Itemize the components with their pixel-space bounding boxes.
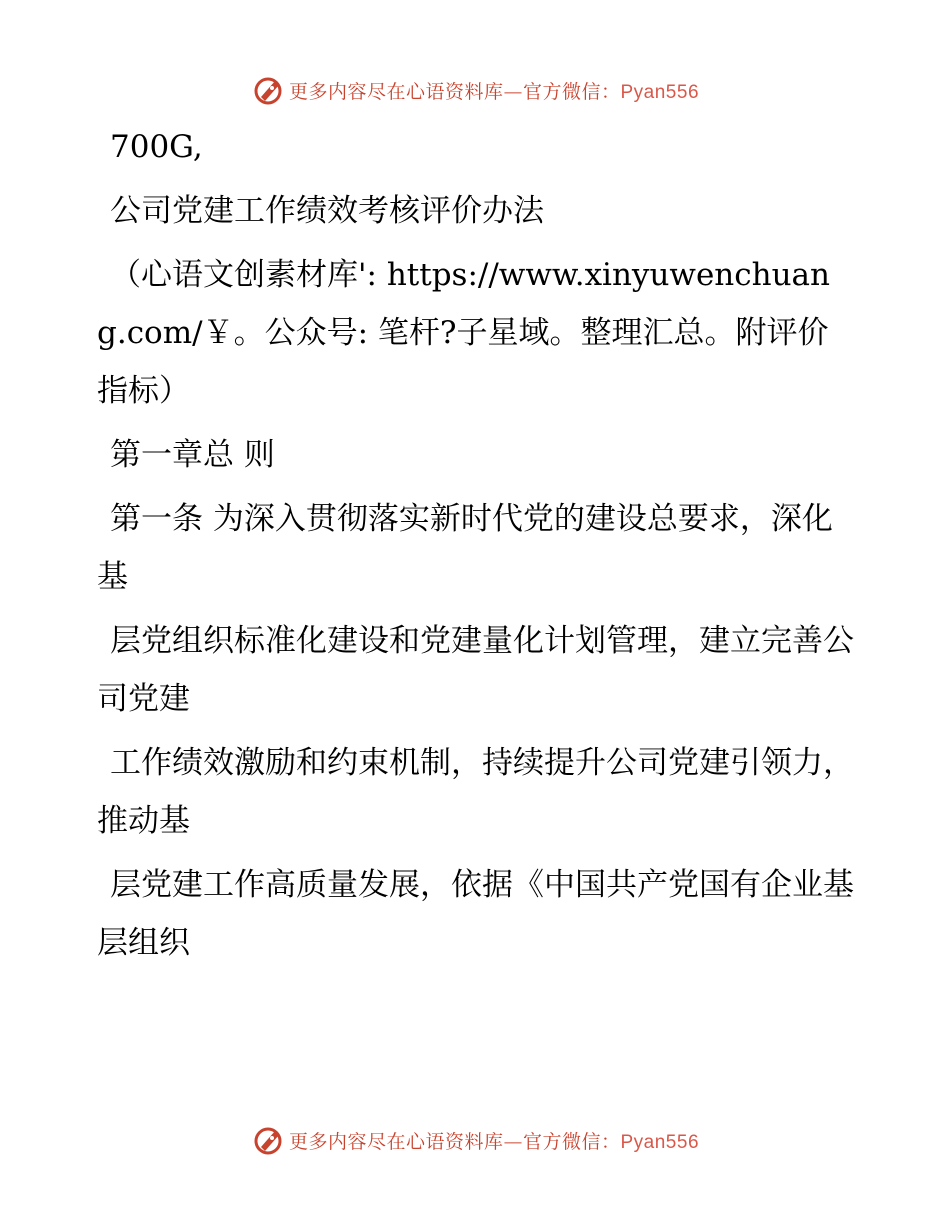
- watermark-official: 官方微信：: [522, 1130, 621, 1153]
- footer-watermark: [0, 1120, 950, 1160]
- watermark-main: 更多内容尽在心语资料库: [288, 1130, 504, 1153]
- chapter-heading: 第一章总 则: [110, 437, 275, 473]
- watermark-id: Pyan556: [620, 81, 700, 103]
- article-paragraph: 工作绩效激励和约束机制，持续提升公司党建引领力，推动基: [97, 745, 854, 839]
- watermark-id: Pyan556: [620, 1131, 700, 1153]
- source-note: （心语文创素材库': https://www.xinyuwenchuang.com/￥。公众号: 笔杆?子星域。整理汇总。附评价指标）: [97, 257, 830, 409]
- article-paragraph: 第一条 为深入贯彻落实新时代党的建设总要求，深化基: [97, 501, 833, 595]
- article-paragraph: 层党组织标准化建设和党建量化计划管理，建立完善公司党建: [97, 623, 854, 717]
- document-body: [97, 118, 857, 978]
- fountain-pen-logo-icon: [251, 1123, 285, 1157]
- watermark-text: [289, 1127, 699, 1154]
- fountain-pen-logo-icon: [251, 73, 285, 107]
- watermark-main: 更多内容尽在心语资料库: [288, 80, 504, 103]
- watermark-text: [289, 77, 699, 104]
- article-paragraph: 层党建工作高质量发展，依据《中国共产党国有企业基层组织: [97, 867, 854, 961]
- header-watermark: [0, 70, 950, 110]
- watermark-dash: —: [503, 80, 523, 103]
- watermark-dash: —: [503, 1130, 523, 1153]
- paragraph-code: 700G,: [110, 129, 203, 165]
- document-title: 公司党建工作绩效考核评价办法: [110, 193, 544, 229]
- watermark-official: 官方微信：: [522, 80, 621, 103]
